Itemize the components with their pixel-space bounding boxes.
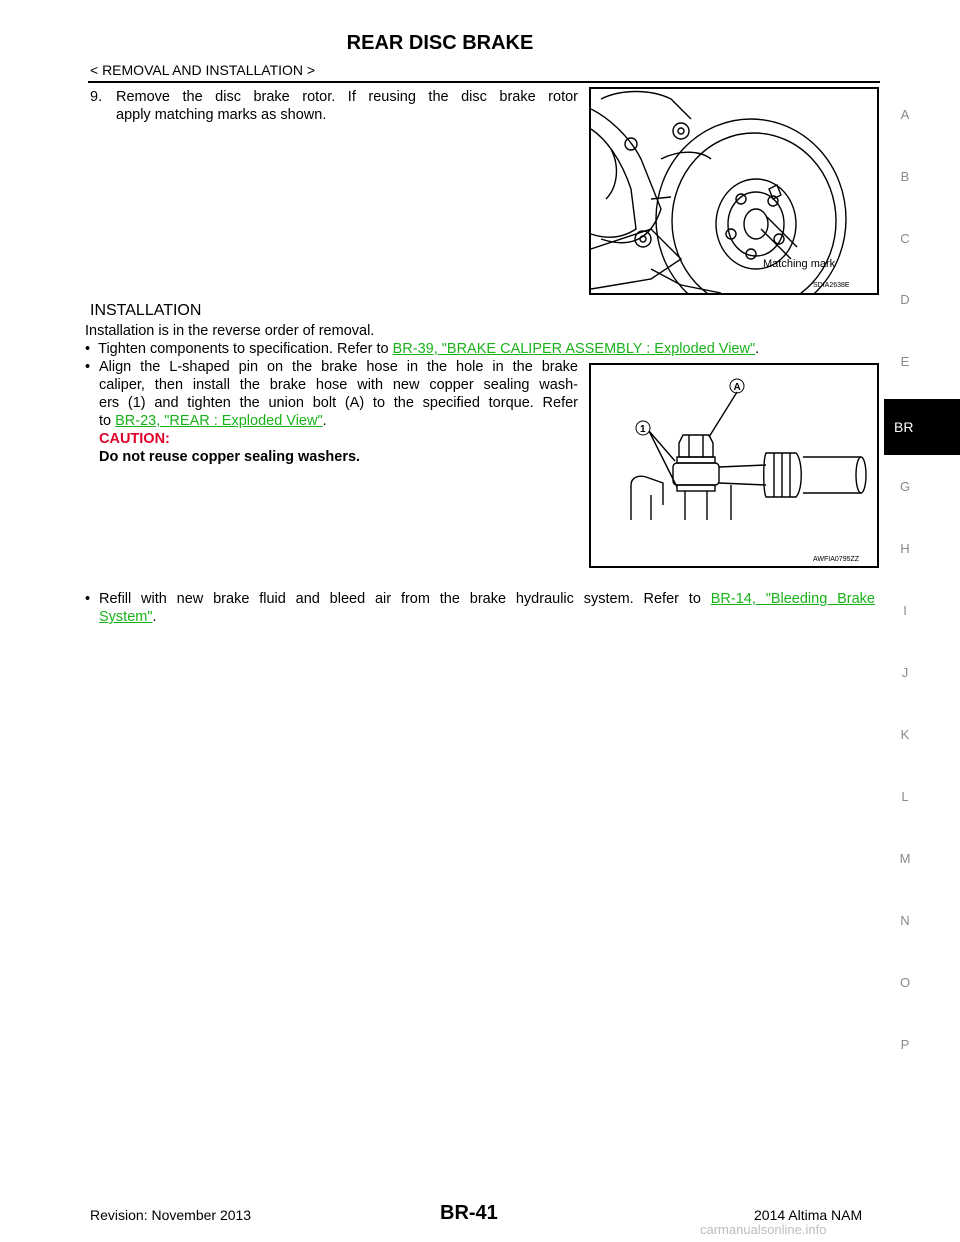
caution-text: Do not reuse copper sealing washers. xyxy=(99,449,361,465)
bullet-1-period: . xyxy=(755,341,760,357)
watermark: carmanualsonline.info xyxy=(700,1222,827,1237)
side-index-o[interactable]: O xyxy=(899,975,911,990)
link-br-14-part-2[interactable]: System" xyxy=(99,609,153,625)
figure-disc-rotor xyxy=(589,87,879,295)
bullet-3: • Refill with new brake fluid and bleed air from the brake hydraulic system. Refer to BR-14, "Bleeding Brake System". xyxy=(85,591,875,625)
bullet-2 xyxy=(85,358,578,466)
installation-heading: INSTALLATION xyxy=(90,302,202,319)
side-index-c[interactable]: C xyxy=(900,231,910,246)
page-title: REAR DISC BRAKE xyxy=(346,32,534,54)
bullet-marker: • xyxy=(85,359,91,375)
step-9-line-1: Remove the disc brake rotor. If reusing the disc brake rotor xyxy=(116,89,578,105)
caution-label: CAUTION: xyxy=(99,431,170,447)
side-index-l[interactable]: L xyxy=(901,789,909,804)
bullet-2-line-4-prefix: to xyxy=(99,413,116,429)
callout-a: A xyxy=(733,382,741,393)
step-number: 9. xyxy=(90,89,103,105)
link-br-14-part-1[interactable]: BR-14, "Bleeding Brake xyxy=(710,591,875,607)
brake-hose-illustration xyxy=(591,365,877,566)
step-9-line-2: apply matching marks as shown. xyxy=(116,107,327,123)
matching-mark-label: Matching mark xyxy=(763,258,836,270)
bullet-2-line-4: to BR-23, "REAR : Exploded View". xyxy=(99,413,327,429)
link-br-39[interactable]: BR-39, "BRAKE CALIPER ASSEMBLY : Exploded View" xyxy=(392,341,756,357)
side-index-e[interactable]: E xyxy=(900,354,910,369)
bullet-3-text: Refill with new brake fluid and bleed air from the brake hydraulic system. Refer to xyxy=(99,591,711,607)
side-index-j[interactable]: J xyxy=(901,665,909,680)
side-index-k[interactable]: K xyxy=(900,727,910,742)
figure-2-code: AWFIA0795ZZ xyxy=(813,556,860,563)
side-index-b[interactable]: B xyxy=(900,169,910,184)
side-index-h[interactable]: H xyxy=(900,541,910,556)
bullet-2-line-3: ers (1) and tighten the union bolt (A) to the specified torque. Refer xyxy=(99,395,578,411)
installation-intro: Installation is in the reverse order of removal. xyxy=(85,323,375,339)
side-index-a[interactable]: A xyxy=(900,107,910,122)
footer-revision: Revision: November 2013 xyxy=(90,1207,252,1223)
bullet-marker: • xyxy=(85,591,91,607)
bullet-2-line-2: caliper, then install the brake hose with new copper sealing wash- xyxy=(99,377,578,393)
footer-page-number: BR-41 xyxy=(440,1202,498,1224)
side-index-m[interactable]: M xyxy=(899,851,911,866)
bullet-1 xyxy=(85,340,875,358)
disc-rotor-illustration xyxy=(591,89,877,293)
side-index-i[interactable]: I xyxy=(903,603,907,618)
side-index-p[interactable]: P xyxy=(900,1037,910,1052)
footer-model: 2014 Altima NAM xyxy=(754,1207,863,1223)
bullet-marker: • xyxy=(85,341,99,357)
bullet-1-text: Tighten components to specification. Refer to xyxy=(98,341,393,357)
figure-brake-hose xyxy=(589,363,879,568)
side-index-g[interactable]: G xyxy=(899,479,911,494)
step-9 xyxy=(90,88,578,124)
figure-1-code: SDIA2638E xyxy=(813,282,850,289)
side-index-n[interactable]: N xyxy=(900,913,910,928)
bullet-2-line-1: Align the L-shaped pin on the brake hose in the hole in the brake xyxy=(99,359,578,375)
header-rule xyxy=(88,81,880,83)
side-index-d[interactable]: D xyxy=(900,292,910,307)
side-index-br-active[interactable]: BR xyxy=(884,399,960,455)
section-label: < REMOVAL AND INSTALLATION > xyxy=(90,62,316,78)
link-br-23[interactable]: BR-23, "REAR : Exploded View" xyxy=(115,413,323,429)
callout-1: 1 xyxy=(640,424,646,435)
